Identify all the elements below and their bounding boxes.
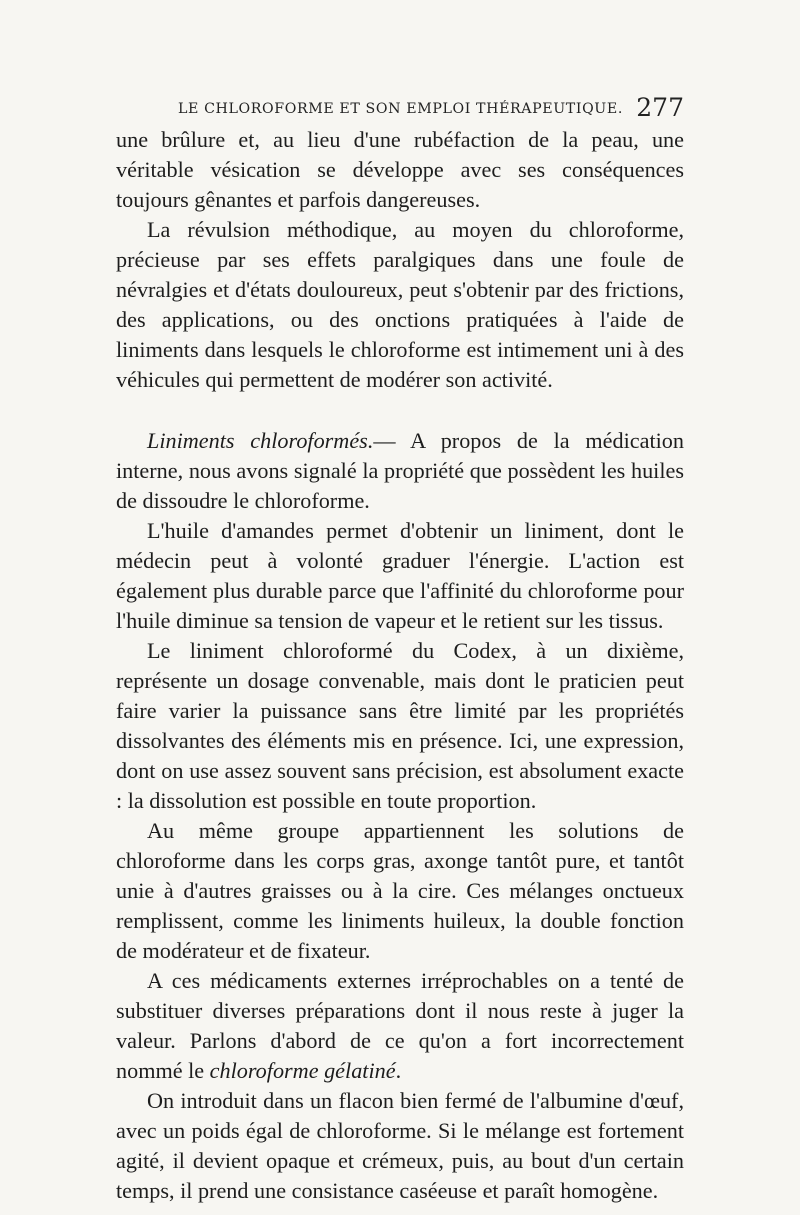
- paragraph-text: A ces médicaments externes irréprochables on a tenté de substituer diverses préparations dont il nous reste à juger la valeur. Parlons d'abord de ce qu'on a fort incorrectement nommé le: [116, 968, 684, 1083]
- paragraph: [116, 1086, 684, 1206]
- paragraph: [116, 215, 684, 395]
- paragraph-text: Au même groupe appartiennent les solutions de chloroforme dans les corps gras, axonge tantôt pure, et tantôt unie à d'autres graisses ou à la cire. Ces mélanges onctueux remplissent, comme les liniments huileux, la double fonction de modérateur et de fixateur.: [116, 818, 684, 963]
- paragraph-text: Le liniment chloroformé du Codex, à un dixième, représente un dosage convenable, mais dont le praticien peut faire varier la puissance sans être limité par les propriétés dissolvantes des éléments mis en présence. Ici, une expression, dont on use assez souvent sans précision, est absolument exacte : la dissolution est possible en toute proportion.: [116, 638, 684, 813]
- paragraph: [116, 966, 684, 1086]
- page-number: 277: [636, 93, 684, 122]
- paragraph-text: une brûlure et, au lieu d'une rubéfaction de la peau, une véritable vésication se développe avec ses conséquences toujours gênantes et parfois dangereuses.: [116, 127, 684, 212]
- paragraph-text-end: .: [395, 1058, 402, 1083]
- paragraph: [116, 816, 684, 966]
- heading-dash: —: [373, 428, 411, 453]
- paragraph: [116, 125, 684, 215]
- paragraph-text: A propos de la médication interne, nous avons signalé la propriété que possèdent les huiles de dissoudre le chloroforme.: [116, 428, 684, 513]
- emphasis-term: chloroforme gélatiné: [209, 1058, 396, 1083]
- paragraph-text: On introduit dans un flacon bien fermé de l'albumine d'œuf, avec un poids égal de chloroforme. Si le mélange est fortement agité, il devient opaque et crémeux, puis, au bout d'un certain temps, il prend une consistance caséeuse et paraît homogène.: [116, 1088, 684, 1203]
- paragraph: [116, 516, 684, 636]
- paragraph-text: L'huile d'amandes permet d'obtenir un liniment, dont le médecin peut à volonté graduer l'énergie. L'action est également plus durable parce que l'affinité du chloroforme pour l'huile diminue sa tension de vapeur et le retient sur les tissus.: [116, 518, 684, 633]
- page-body: [116, 125, 684, 1206]
- page-header: [178, 93, 684, 123]
- paragraph: [116, 636, 684, 816]
- section-paragraph: [116, 426, 684, 516]
- section-heading: Liniments chloroformés.: [147, 428, 374, 453]
- running-title: LE CHLOROFORME ET SON EMPLOI THÉRAPEUTIQUE.: [178, 101, 623, 117]
- paragraph-text: La révulsion méthodique, au moyen du chloroforme, précieuse par ses effets paralgiques dans une foule de névralgies et d'états douloureux, peut s'obtenir par des frictions, des applications, ou des onctions pratiquées à l'aide de liniments dans lesquels le chloroforme est intimement uni à des véhicules qui permettent de modérer son activité.: [116, 217, 684, 392]
